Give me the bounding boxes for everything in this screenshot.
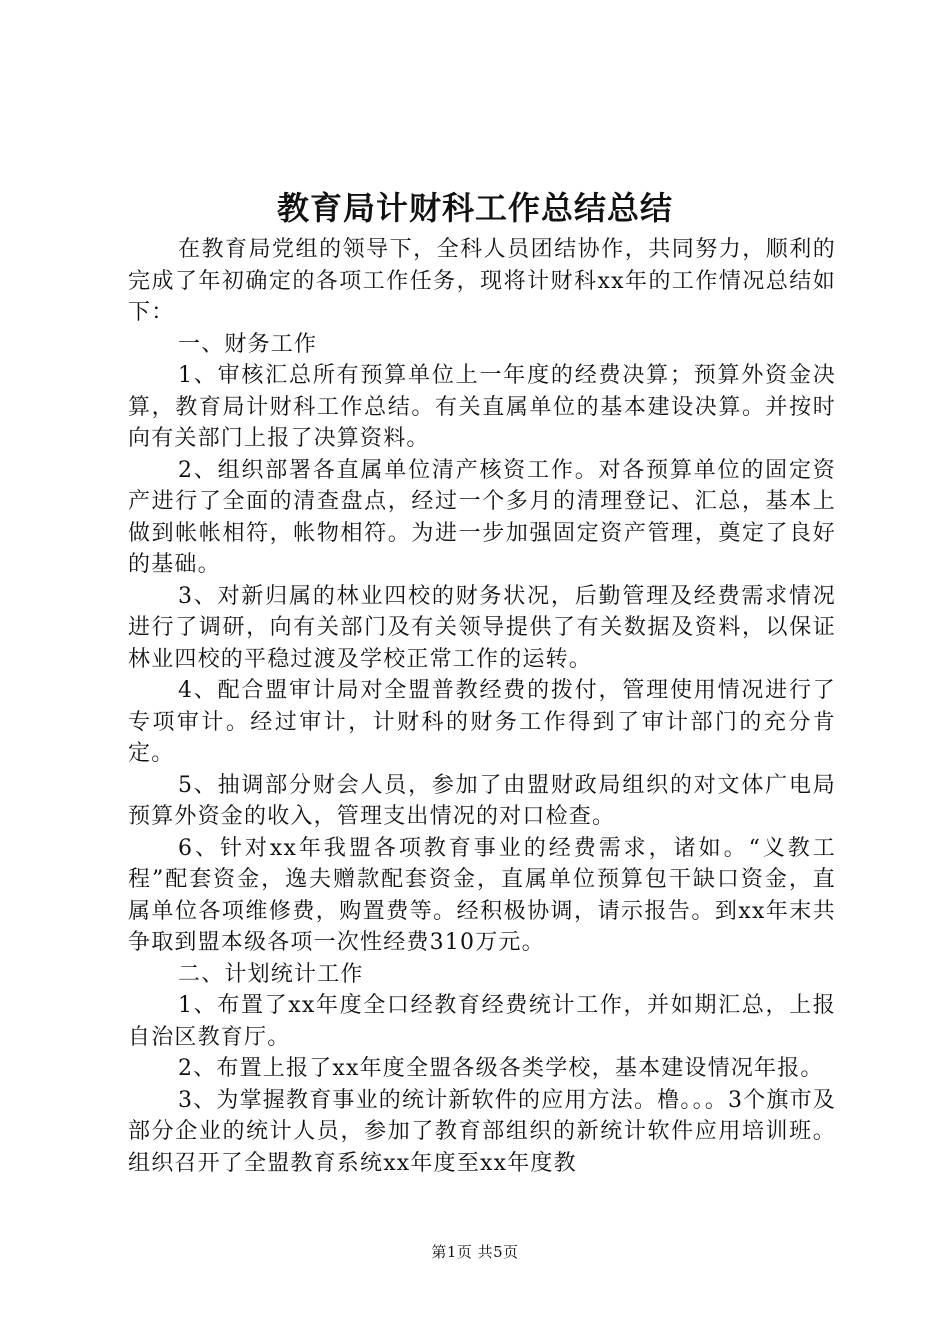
paragraph-finance-5: 5、抽调部分财会人员，参加了由盟财政局组织的对文体广电局预算外资金的收入，管理支出情况的对口检查。 (128, 772, 836, 829)
paragraph-intro: 在教育局党组的领导下，全科人员团结协作，共同努力，顺利的完成了年初确定的各项工作任务，现将计财科xx年的工作情况总结如下： (128, 237, 836, 325)
paragraph-finance-4: 4、配合盟审计局对全盟普教经费的拨付，管理使用情况进行了专项审计。经过审计，计财科的财务工作得到了审计部门的充分肯定。 (128, 678, 836, 766)
document-body (128, 234, 836, 1179)
paragraph-planning-3: 3、为掌握教育事业的统计新软件的应用方法。橹。。。3个旗市及部分企业的统计人员，参加了教育部组织的新统计软件应用培训班。组织召开了全盟教育系统xx年度至xx年度教 (128, 1087, 836, 1176)
page-number-footer: 第1页 共5页 (431, 1243, 519, 1261)
document-title: 教育局计财科工作总结总结 (276, 189, 673, 227)
paragraph-finance-3: 3、对新归属的林业四校的财务状况，后勤管理及经费需求情况进行了调研，向有关部门及有关领导提供了有关数据及资料，以保证林业四校的平稳过渡及学校正常工作的运转。 (128, 583, 836, 672)
section-heading-finance: 一、财务工作 (178, 331, 318, 357)
paragraph-planning-2: 2、布置上报了xx年度全盟各级各类学校，基本建设情况年报。 (178, 1056, 824, 1081)
paragraph-finance-2: 2、组织部署各直属单位清产核资工作。对各预算单位的固定资产进行了全面的清查盘点，经过一个多月的清理登记、汇总，基本上做到帐帐相符，帐物相符。为进一步加强固定资产管理，奠定了良好的基础。 (128, 457, 836, 577)
paragraph-finance-6: 6、针对xx年我盟各项教育事业的经费需求，诸如。“义教工程”配套资金，逸夫赠款配套资金，直属单位预算包干缺口资金，直属单位各项维修费，购置费等。经积极协调，请示报告。到xx年末共争取到盟本级各项一次性经费310万元。 (128, 835, 836, 955)
paragraph-planning-1: 1、布置了xx年度全口经教育经费统计工作，并如期汇总，上报自治区教育厅。 (128, 993, 836, 1050)
paragraph-finance-1: 1、审核汇总所有预算单位上一年度的经费决算；预算外资金决算，教育局计财科工作总结。有关直属单位的基本建设决算。并按时向有关部门上报了决算资料。 (128, 363, 836, 451)
section-heading-planning: 二、计划统计工作 (178, 961, 364, 987)
